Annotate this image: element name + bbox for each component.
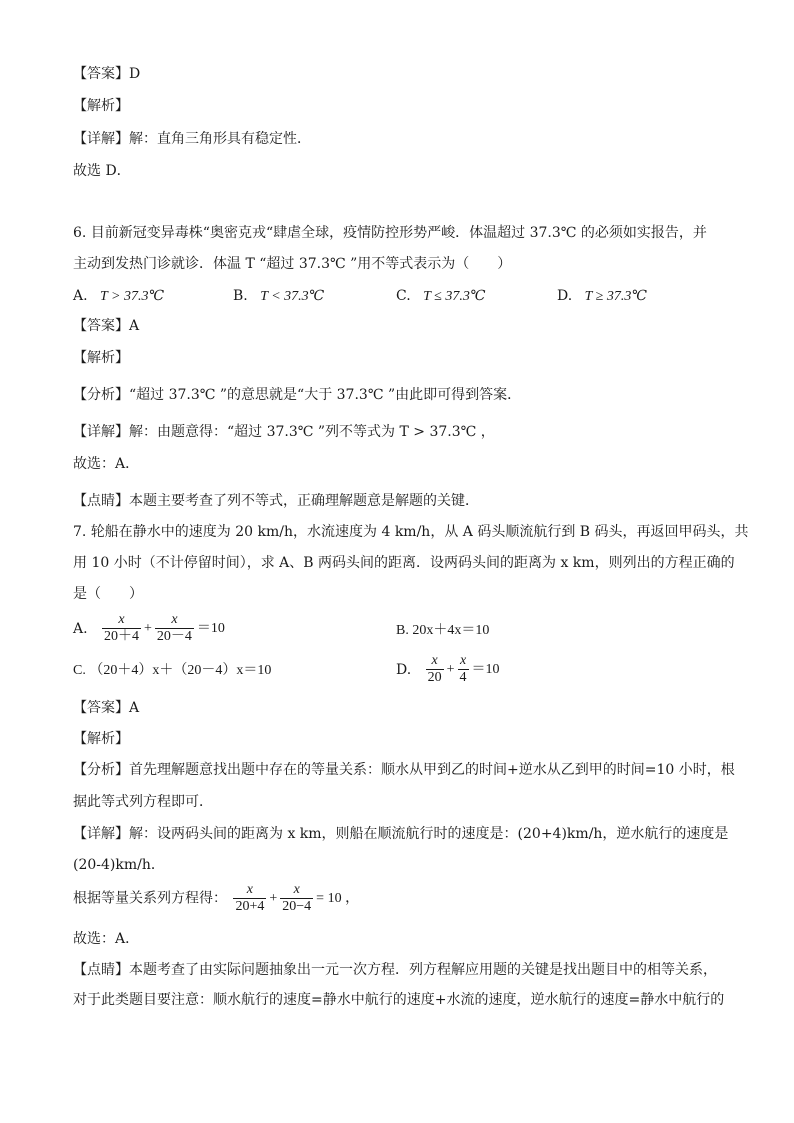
- q6-option-d: [557, 286, 647, 307]
- q7-stem-line2: 用 10 小时（不计停留时间），求 A、B 两码头间的距离．设两码头间的距离为 x km，则列出的方程正确的: [73, 555, 735, 571]
- q6-detail: 【详解】解：由题意得：“超过 37.3℃ ”列不等式为 T > 37.3℃ ，: [73, 424, 495, 440]
- q7-fenxi-line1: 【分析】首先理解题意找出题中存在的等量关系：顺水从甲到乙的时间+逆水从乙到甲的时间=10 小时，根: [73, 762, 735, 778]
- q7-option-d: [396, 653, 501, 686]
- option-label: A.: [73, 620, 88, 637]
- fraction: [426, 653, 444, 686]
- q7-option-c: C. （20＋4）x＋（20－4）x＝10: [73, 663, 272, 678]
- numerator: x: [293, 882, 300, 897]
- option-expression: T ≥ 37.3℃: [584, 289, 648, 304]
- equals-value: = 10 ，: [316, 890, 360, 906]
- numerator: x: [431, 653, 438, 668]
- denominator: 20: [427, 670, 442, 685]
- plus-sign: +: [144, 620, 152, 636]
- denominator: 4: [459, 670, 467, 685]
- denominator: 20+4: [235, 899, 265, 914]
- q7-analysis-heading: 【解析】: [73, 731, 129, 747]
- q6-option-c: [396, 286, 486, 307]
- option-expression: T > 37.3℃: [100, 289, 165, 304]
- option-label: D.: [396, 661, 412, 678]
- q6-fenxi: 【分析】“超过 37.3℃ ”的意思就是“大于 37.3℃ ”由此即可得到答案．: [73, 387, 522, 403]
- equals-value: ＝10: [196, 620, 225, 636]
- q6-analysis-heading: 【解析】: [73, 350, 129, 366]
- q6-answer: 【答案】A: [73, 318, 140, 334]
- option-expression: T ≤ 37.3℃: [423, 289, 486, 304]
- option-label: D.: [557, 288, 573, 304]
- denominator: 20＋4: [104, 629, 140, 644]
- numerator: x: [246, 882, 254, 897]
- q6-conclusion: 故选：A．: [73, 456, 140, 472]
- fraction: [280, 882, 313, 915]
- q7-conclusion: 故选：A．: [73, 931, 140, 947]
- q7-stem-line1: 7. 轮船在静水中的速度为 20 km/h，水流速度为 4 km/h，从 A 码头顺流航行到 B 码头，再返回甲码头，共: [73, 524, 749, 540]
- q7-detail-line2: (20-4)km/h．: [73, 857, 165, 873]
- denominator: 20－4: [156, 629, 192, 644]
- q7-option-b: B. 20x＋4x＝10: [396, 623, 490, 638]
- q7-dianjing-line2: 对于此类题目要注意：顺水航行的速度=静水中航行的速度+水流的速度，逆水航行的速度=静水中航行的: [73, 992, 725, 1008]
- fraction: [155, 612, 194, 645]
- option-label: A.: [73, 288, 88, 304]
- q5-conclusion: 故选 D．: [73, 163, 131, 179]
- q7-detail-line1: 【详解】解：设两码头间的距离为 x km，则船在顺流航行时的速度是：(20+4)km/h，逆水航行的速度是: [73, 826, 729, 842]
- equation-prefix: 根据等量关系列方程得：: [73, 890, 227, 907]
- q7-fenxi-line2: 据此等式列方程即可．: [73, 794, 213, 810]
- option-label: C.: [396, 288, 411, 304]
- q5-answer: 【答案】D: [73, 66, 141, 82]
- q5-analysis-heading: 【解析】: [73, 98, 129, 114]
- q5-detail: 【详解】解：直角三角形具有稳定性．: [73, 131, 311, 147]
- fraction: [102, 612, 141, 645]
- q7-answer: 【答案】A: [73, 700, 140, 716]
- q6-option-b: [233, 286, 324, 307]
- q7-option-a: [73, 612, 226, 645]
- option-expression: T < 37.3℃: [260, 289, 325, 304]
- q7-stem-line3: 是（ ）: [73, 586, 143, 602]
- q6-dianjing: 【点睛】本题主要考查了列不等式，正确理解题意是解题的关键．: [73, 493, 479, 509]
- option-label: B.: [233, 288, 248, 304]
- plus-sign: +: [269, 890, 278, 906]
- numerator: x: [118, 612, 125, 627]
- q6-option-a: [73, 286, 164, 307]
- q6-stem-line1: 6. 目前新冠变异毒株“奥密克戎“肆虐全球，疫情防控形势严峻．体温超过 37.3℃ 的必须如实报告，并: [73, 225, 707, 241]
- fraction: [233, 882, 266, 915]
- denominator: 20−4: [282, 899, 312, 914]
- q7-equation-line: [73, 882, 360, 915]
- numerator: x: [171, 612, 178, 627]
- numerator: x: [459, 653, 467, 668]
- equals-value: ＝10: [471, 661, 500, 677]
- q6-stem-line2: 主动到发热门诊就诊．体温 T “超过 37.3℃ ”用不等式表示为（ ）: [73, 256, 512, 272]
- q7-dianjing-line1: 【点睛】本题考查了由实际问题抽象出一元一次方程．列方程解应用题的关键是找出题目中的相等关系，: [73, 962, 717, 978]
- plus-sign: +: [446, 661, 455, 677]
- fraction: [458, 653, 469, 686]
